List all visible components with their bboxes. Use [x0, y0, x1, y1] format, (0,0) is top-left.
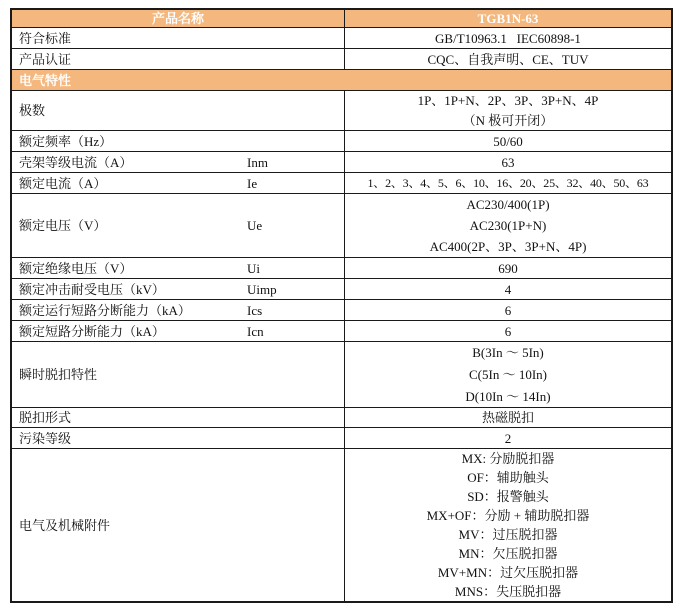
- label-cell: [12, 152, 345, 172]
- spec-row: [12, 28, 671, 49]
- spec-value-line: （N 极可开闭）: [462, 112, 554, 128]
- label-cell: [12, 49, 345, 69]
- spec-row-label: 符合标准: [19, 30, 72, 46]
- spec-row: [12, 258, 671, 279]
- value-cell: [345, 173, 671, 193]
- spec-row-label: 额定电压（V）: [19, 218, 107, 233]
- spec-row-label: 脱扣形式: [19, 410, 72, 425]
- spec-row: [12, 279, 671, 300]
- label-cell: [12, 131, 345, 151]
- spec-row: [12, 173, 671, 194]
- spec-row-label: 壳架等级电流（A）: [19, 154, 133, 170]
- spec-symbol: Inm: [247, 154, 268, 170]
- spec-row: [12, 449, 671, 601]
- spec-row: [12, 194, 671, 258]
- label-cell: [12, 279, 345, 299]
- spec-symbol: Uimp: [247, 281, 277, 297]
- value-cell: [345, 449, 671, 601]
- label-cell: [12, 28, 345, 48]
- column-header-value: TGB1N-63: [477, 11, 539, 26]
- value-cell: [345, 49, 671, 69]
- spec-value-line: 2: [504, 430, 512, 446]
- spec-value-line: MNS：失压脱扣器: [454, 584, 562, 599]
- spec-value-line: MN：欠压脱扣器: [458, 546, 558, 561]
- spec-row: [12, 342, 671, 408]
- spec-value-line: B(3In ～ 5In): [472, 345, 544, 361]
- column-header-label: 产品名称: [151, 11, 204, 26]
- spec-symbol: Ics: [247, 302, 263, 318]
- spec-row: [12, 300, 671, 321]
- spec-value-line: 50/60: [493, 133, 523, 149]
- section-title: 电气特性: [19, 72, 72, 88]
- value-cell: [345, 300, 671, 320]
- spec-row-label: 额定冲击耐受电压（kV）: [19, 281, 165, 297]
- spec-row-label: 极数: [19, 103, 46, 118]
- spec-value-line: CQC、自我声明、CE、TUV: [427, 51, 589, 67]
- spec-row: [12, 152, 671, 173]
- value-cell: [345, 28, 671, 48]
- spec-row: [12, 408, 671, 428]
- label-cell: [12, 173, 345, 193]
- label-cell: [12, 91, 345, 130]
- value-cell: [345, 258, 671, 278]
- spec-value-line: 6: [504, 302, 512, 318]
- label-cell: [12, 10, 345, 27]
- value-cell: [345, 279, 671, 299]
- spec-value-line: SD：报警触头: [467, 489, 549, 504]
- value-cell: [345, 91, 671, 130]
- spec-value-line: AC230/400(1P): [466, 197, 550, 212]
- spec-row-label: 额定绝缘电压（V）: [19, 260, 133, 276]
- spec-value-line: 63: [501, 154, 515, 170]
- spec-row: [12, 91, 671, 131]
- spec-value-line: 6: [504, 323, 512, 339]
- label-cell: [12, 449, 345, 601]
- value-cell: [345, 194, 671, 257]
- value-cell: [345, 428, 671, 448]
- value-cell: [345, 408, 671, 427]
- spec-symbol: Ui: [247, 260, 260, 276]
- spec-row-label: 电气及机械附件: [19, 517, 111, 533]
- spec-value-line: OF：辅助触头: [467, 470, 549, 485]
- value-cell: [345, 131, 671, 151]
- label-cell: [12, 194, 345, 257]
- spec-row-label: 产品认证: [19, 51, 72, 67]
- spec-value-line: C(5In ～ 10In): [469, 367, 547, 382]
- spec-row-label: 瞬时脱扣特性: [19, 367, 98, 382]
- table-header-row: [12, 10, 671, 28]
- spec-value-line: MV+MN：过欠压脱扣器: [437, 565, 579, 580]
- value-cell: [345, 10, 671, 27]
- spec-value-line: MV：过压脱扣器: [458, 527, 558, 542]
- spec-value-line: 4: [504, 281, 512, 297]
- product-spec-table: [10, 8, 673, 603]
- spec-value-line: GB/T10963.1 IEC60898-1: [435, 30, 581, 46]
- spec-symbol: Ue: [247, 218, 263, 233]
- spec-row-label: 污染等级: [19, 430, 72, 446]
- spec-row-label: 额定短路分断能力（kA）: [19, 323, 165, 339]
- label-cell: [12, 300, 345, 320]
- label-cell: [12, 428, 345, 448]
- spec-symbol: Ie: [247, 175, 258, 191]
- spec-value-line: D(10In ～ 14In): [465, 388, 551, 404]
- label-cell: [12, 321, 345, 341]
- spec-row-label: 额定电流（A）: [19, 175, 107, 191]
- value-cell: [345, 152, 671, 172]
- label-cell: [12, 258, 345, 278]
- spec-value-line: MX: 分励脱扣器: [461, 451, 555, 466]
- spec-value-line: AC230(1P+N): [469, 218, 547, 233]
- spec-value-line: 1、2、3、4、5、6、10、16、20、25、32、40、50、63: [367, 176, 649, 190]
- spec-row: [12, 428, 671, 449]
- spec-value-line: MX+OF：分励 + 辅助脱扣器: [426, 508, 590, 523]
- spec-value-line: 690: [498, 260, 518, 276]
- spec-row: [12, 131, 671, 152]
- label-cell: [12, 342, 345, 407]
- section-header-row: [12, 70, 671, 91]
- spec-row: [12, 321, 671, 342]
- spec-row: [12, 49, 671, 70]
- spec-value-line: 热磁脱扣: [481, 410, 534, 425]
- spec-value-line: 1P、1P+N、2P、3P、3P+N、4P: [417, 93, 599, 109]
- spec-symbol: Icn: [247, 323, 264, 339]
- value-cell: [345, 342, 671, 407]
- value-cell: [345, 321, 671, 341]
- label-cell: [12, 408, 345, 427]
- spec-row-label: 额定频率（Hz）: [19, 133, 113, 149]
- spec-row-label: 额定运行短路分断能力（kA）: [19, 302, 191, 318]
- spec-value-line: AC400(2P、3P、3P+N、4P): [429, 239, 587, 254]
